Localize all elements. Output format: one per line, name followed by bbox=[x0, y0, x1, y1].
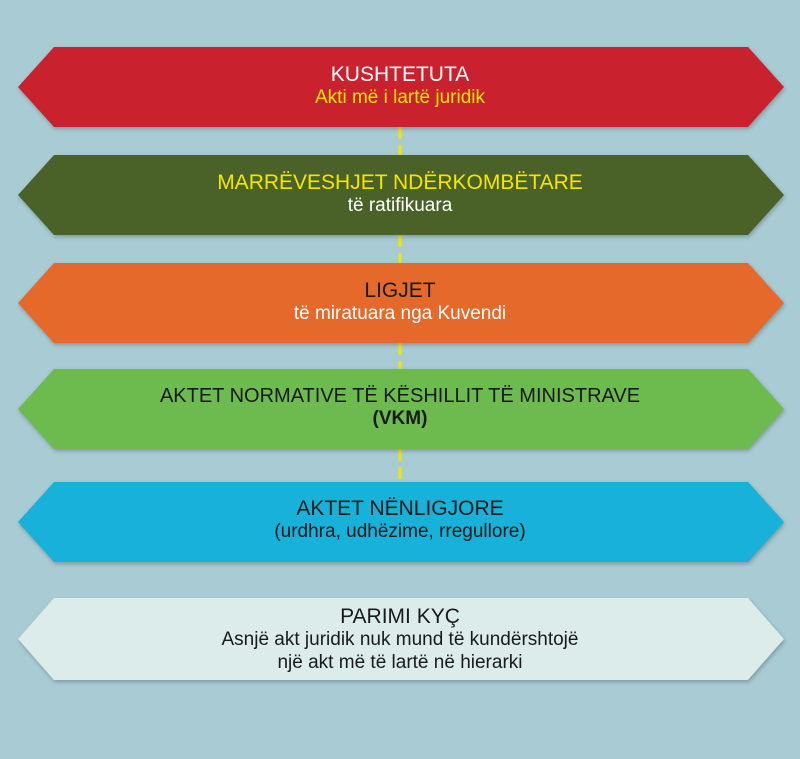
level-kushtetuta-subtitle: Akti më i lartë juridik bbox=[315, 87, 485, 109]
level-parimi-kyc-text bbox=[0, 604, 800, 675]
level-kushtetuta-title: KUSHTETUTA bbox=[330, 63, 470, 86]
level-aktet-normative-text bbox=[0, 384, 800, 431]
level-marreveshjet-text bbox=[0, 170, 800, 218]
level-aktet-normative-title: AKTET NORMATIVE TË KËSHILLIT TË MINISTRAVE bbox=[159, 385, 641, 407]
level-parimi-kyc-subtitle-2: një akt më të lartë në hierarki bbox=[277, 651, 523, 673]
level-kushtetuta-text bbox=[0, 62, 800, 110]
level-aktet-nenligjore-subtitle: (urdhra, udhëzime, rregullore) bbox=[274, 521, 526, 543]
level-parimi-kyc-subtitle: Asnjë akt juridik nuk mund të kundërshtojë bbox=[221, 629, 579, 651]
level-parimi-kyc-title: PARIMI KYÇ bbox=[340, 605, 460, 628]
level-aktet-nenligjore-text bbox=[0, 496, 800, 544]
level-marreveshjet-subtitle: të ratifikuara bbox=[347, 195, 453, 217]
level-ligjet-title: LIGJET bbox=[364, 279, 436, 302]
level-ligjet-subtitle: të miratuara nga Kuvendi bbox=[293, 303, 507, 325]
level-aktet-nenligjore-title: AKTET NËNLIGJORE bbox=[296, 497, 504, 520]
level-aktet-normative-subtitle: (VKM) bbox=[372, 408, 428, 429]
level-marreveshjet-title: MARRËVESHJET NDËRKOMBËTARE bbox=[217, 171, 583, 194]
level-ligjet-text bbox=[0, 278, 800, 326]
